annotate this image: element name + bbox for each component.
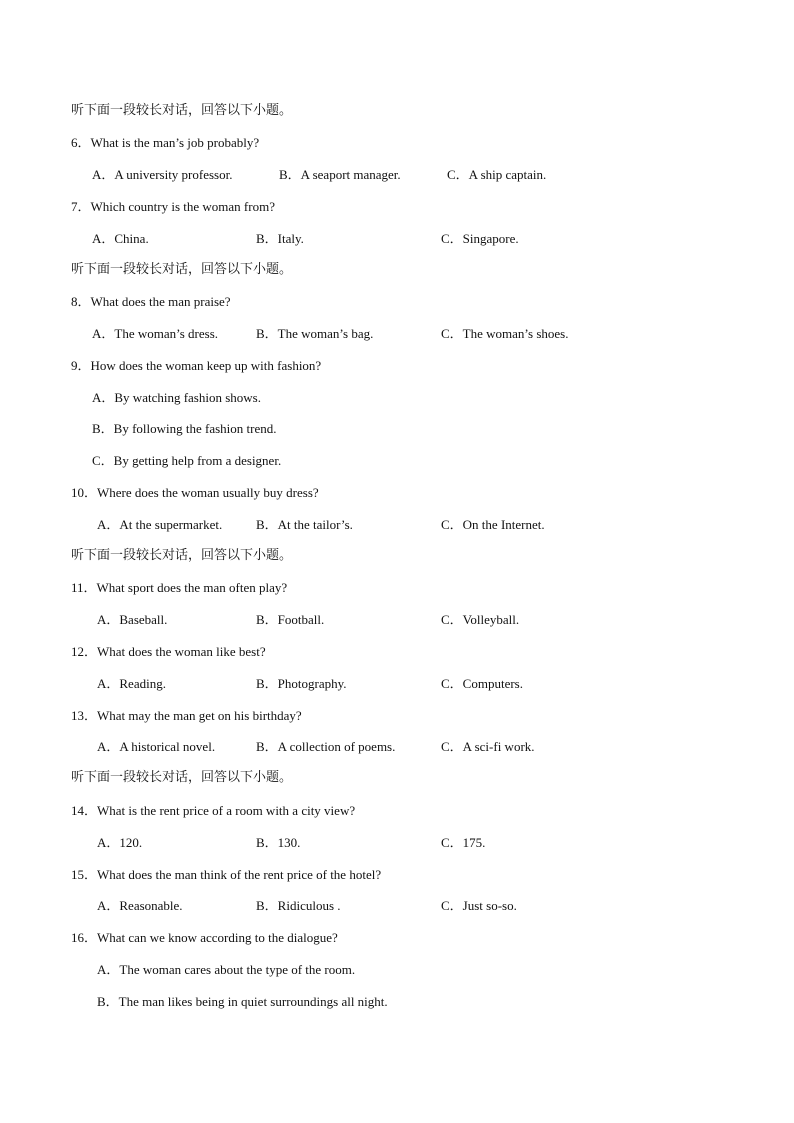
question-15-stem: 15．What does the man think of the rent price of the hotel? [71, 867, 382, 882]
question-15-option-a: A．Reasonable. [97, 898, 183, 913]
question-14-option-c: C．175. [441, 835, 486, 850]
question-8-option-b: B．The woman’s bag. [256, 326, 374, 341]
question-6-option-a: A．A university professor. [92, 167, 233, 182]
question-16-option-b: B．The man likes being in quiet surroundings all night. [97, 994, 388, 1009]
question-16-stem: 16．What can we know according to the dialogue? [71, 930, 338, 945]
section-instruction: 听下面一段较长对话，回答以下小题。 [71, 103, 293, 118]
question-6-option-c: C．A ship captain. [447, 167, 547, 182]
question-13-option-b: B．A collection of poems. [256, 739, 396, 754]
question-8-option-a: A．The woman’s dress. [92, 326, 219, 341]
question-14-stem: 14．What is the rent price of a room with a city view? [71, 803, 356, 818]
question-10-stem: 10．Where does the woman usually buy dress? [71, 485, 319, 500]
question-11-option-a: A．Baseball. [97, 612, 168, 627]
question-7-option-b: B．Italy. [256, 231, 304, 246]
section-instruction: 听下面一段较长对话，回答以下小题。 [71, 548, 293, 563]
question-8-option-c: C．The woman’s shoes. [441, 326, 569, 341]
question-9-stem: 9．How does the woman keep up with fashion? [71, 358, 322, 373]
question-6-option-b: B．A seaport manager. [279, 167, 401, 182]
question-15-option-b: B．Ridiculous . [256, 898, 341, 913]
question-11-option-b: B．Football. [256, 612, 325, 627]
question-6-stem: 6．What is the man’s job probably? [71, 135, 260, 150]
question-13-stem: 13．What may the man get on his birthday? [71, 708, 302, 723]
question-11-option-c: C．Volleyball. [441, 612, 520, 627]
question-9-option-b: B．By following the fashion trend. [92, 421, 277, 436]
question-15-option-c: C．Just so-so. [441, 898, 517, 913]
question-7-option-c: C．Singapore. [441, 231, 519, 246]
question-14-option-b: B．130. [256, 835, 301, 850]
question-9-option-c: C．By getting help from a designer. [92, 453, 282, 468]
question-7-stem: 7．Which country is the woman from? [71, 199, 275, 214]
question-8-stem: 8．What does the man praise? [71, 294, 231, 309]
question-10-option-a: A．At the supermarket. [97, 517, 223, 532]
section-instruction: 听下面一段较长对话，回答以下小题。 [71, 262, 293, 277]
question-16-option-a: A．The woman cares about the type of the room. [97, 962, 356, 977]
section-instruction: 听下面一段较长对话，回答以下小题。 [71, 770, 293, 785]
question-9-option-a: A．By watching fashion shows. [92, 390, 261, 405]
question-12-option-c: C．Computers. [441, 676, 523, 691]
question-13-option-c: C．A sci-fi work. [441, 739, 535, 754]
question-11-stem: 11．What sport does the man often play? [71, 580, 288, 595]
question-13-option-a: A．A historical novel. [97, 739, 216, 754]
question-7-option-a: A．China. [92, 231, 149, 246]
question-14-option-a: A．120. [97, 835, 143, 850]
question-10-option-c: C．On the Internet. [441, 517, 545, 532]
question-12-option-a: A．Reading. [97, 676, 166, 691]
question-10-option-b: B．At the tailor’s. [256, 517, 353, 532]
question-12-option-b: B．Photography. [256, 676, 347, 691]
question-12-stem: 12．What does the woman like best? [71, 644, 266, 659]
